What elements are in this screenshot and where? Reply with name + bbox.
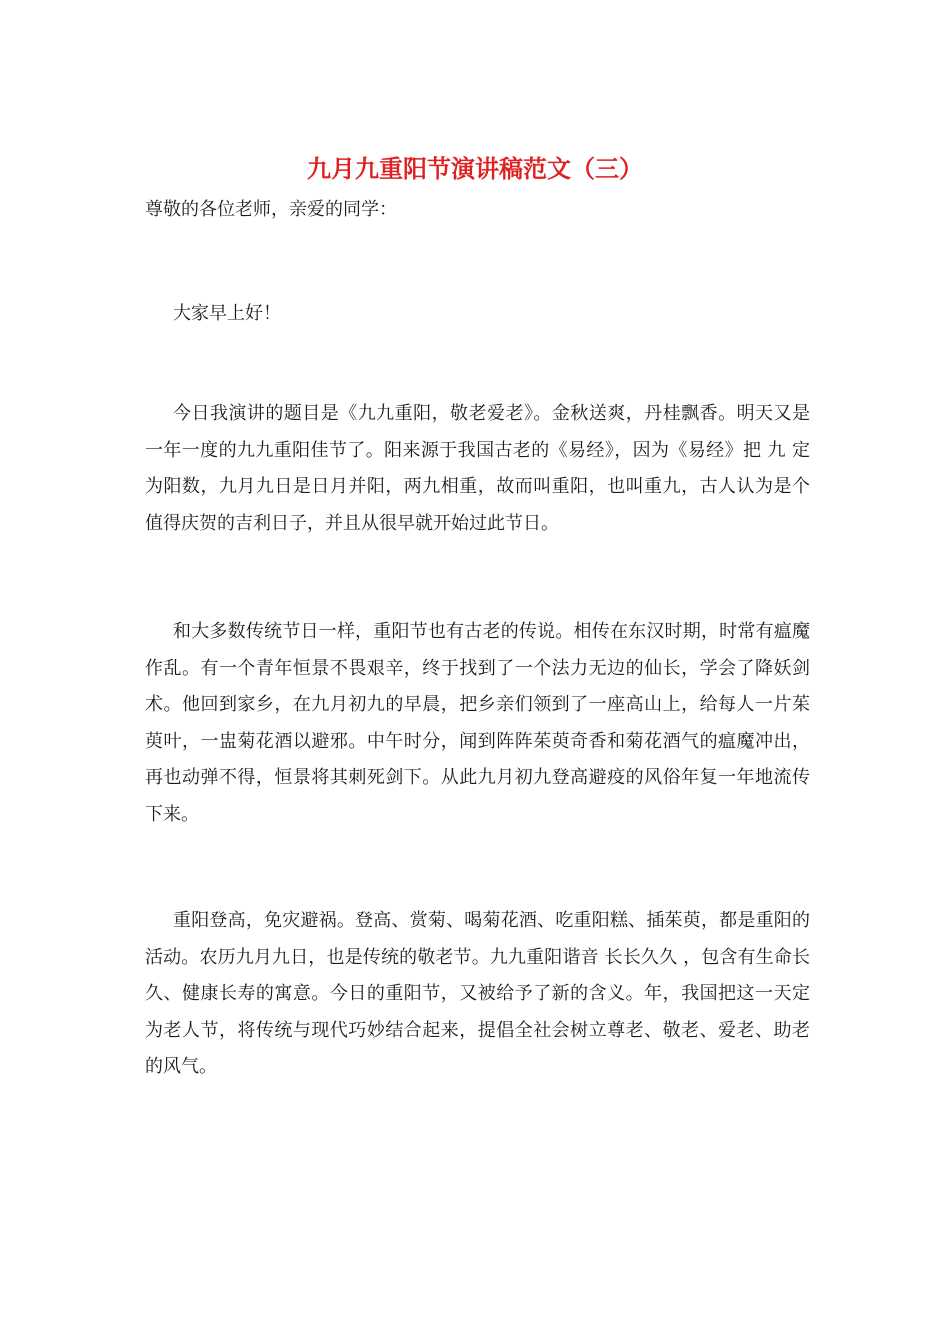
salutation: 尊敬的各位老师，亲爱的同学： (145, 199, 397, 220)
document-title: 九月九重阳节演讲稿范文（三） (307, 154, 643, 183)
paragraph-legend: 和大多数传统节日一样，重阳节也有古老的传说。相传在东汉时期，时常有瘟魔作乱。有一个青年恒景不畏艰辛，终于找到了一个法力无边的仙长，学会了降妖剑术。他回到家乡，在九月初九的早晨，把乡亲们领到了一座高山上，给每人一片茱萸叶，一盅菊花酒以避邪。中午时分，闻到阵阵茱萸奇香和菊花酒气的瘟魔冲出，再也动弹不得，恒景将其刺死剑下。从此九月初九登高避疫的风俗年复一年地流传下来。 (145, 621, 810, 825)
paragraph-customs: 重阳登高，免灾避祸。登高、赏菊、喝菊花酒、吃重阳糕、插茱萸，都是重阳的活动。农历九月九日，也是传统的敬老节。九九重阳谐音 长长久久 ，包含有生命长久、健康长寿的寓意。今日的重阳节，又被给予了新的含义。年，我国把这一天定为老人节，将传统与现代巧妙结合起来，提倡全社会树立尊老、敬老、爱老、助老的风气。 (145, 910, 810, 1077)
paragraph-topic: 今日我演讲的题目是《九九重阳，敬老爱老》。金秋送爽，丹桂飘香。明天又是一年一度的九九重阳佳节了。阳来源于我国古老的《易经》，因为《易经》把 九 定为阳数，九月九日是日月并阳，两九相重，故而叫重阳，也叫重九，古人认为是个值得庆贺的吉利日子，并且从很早就开始过此节日。 (145, 403, 810, 534)
greeting: 大家早上好！ (173, 303, 281, 324)
